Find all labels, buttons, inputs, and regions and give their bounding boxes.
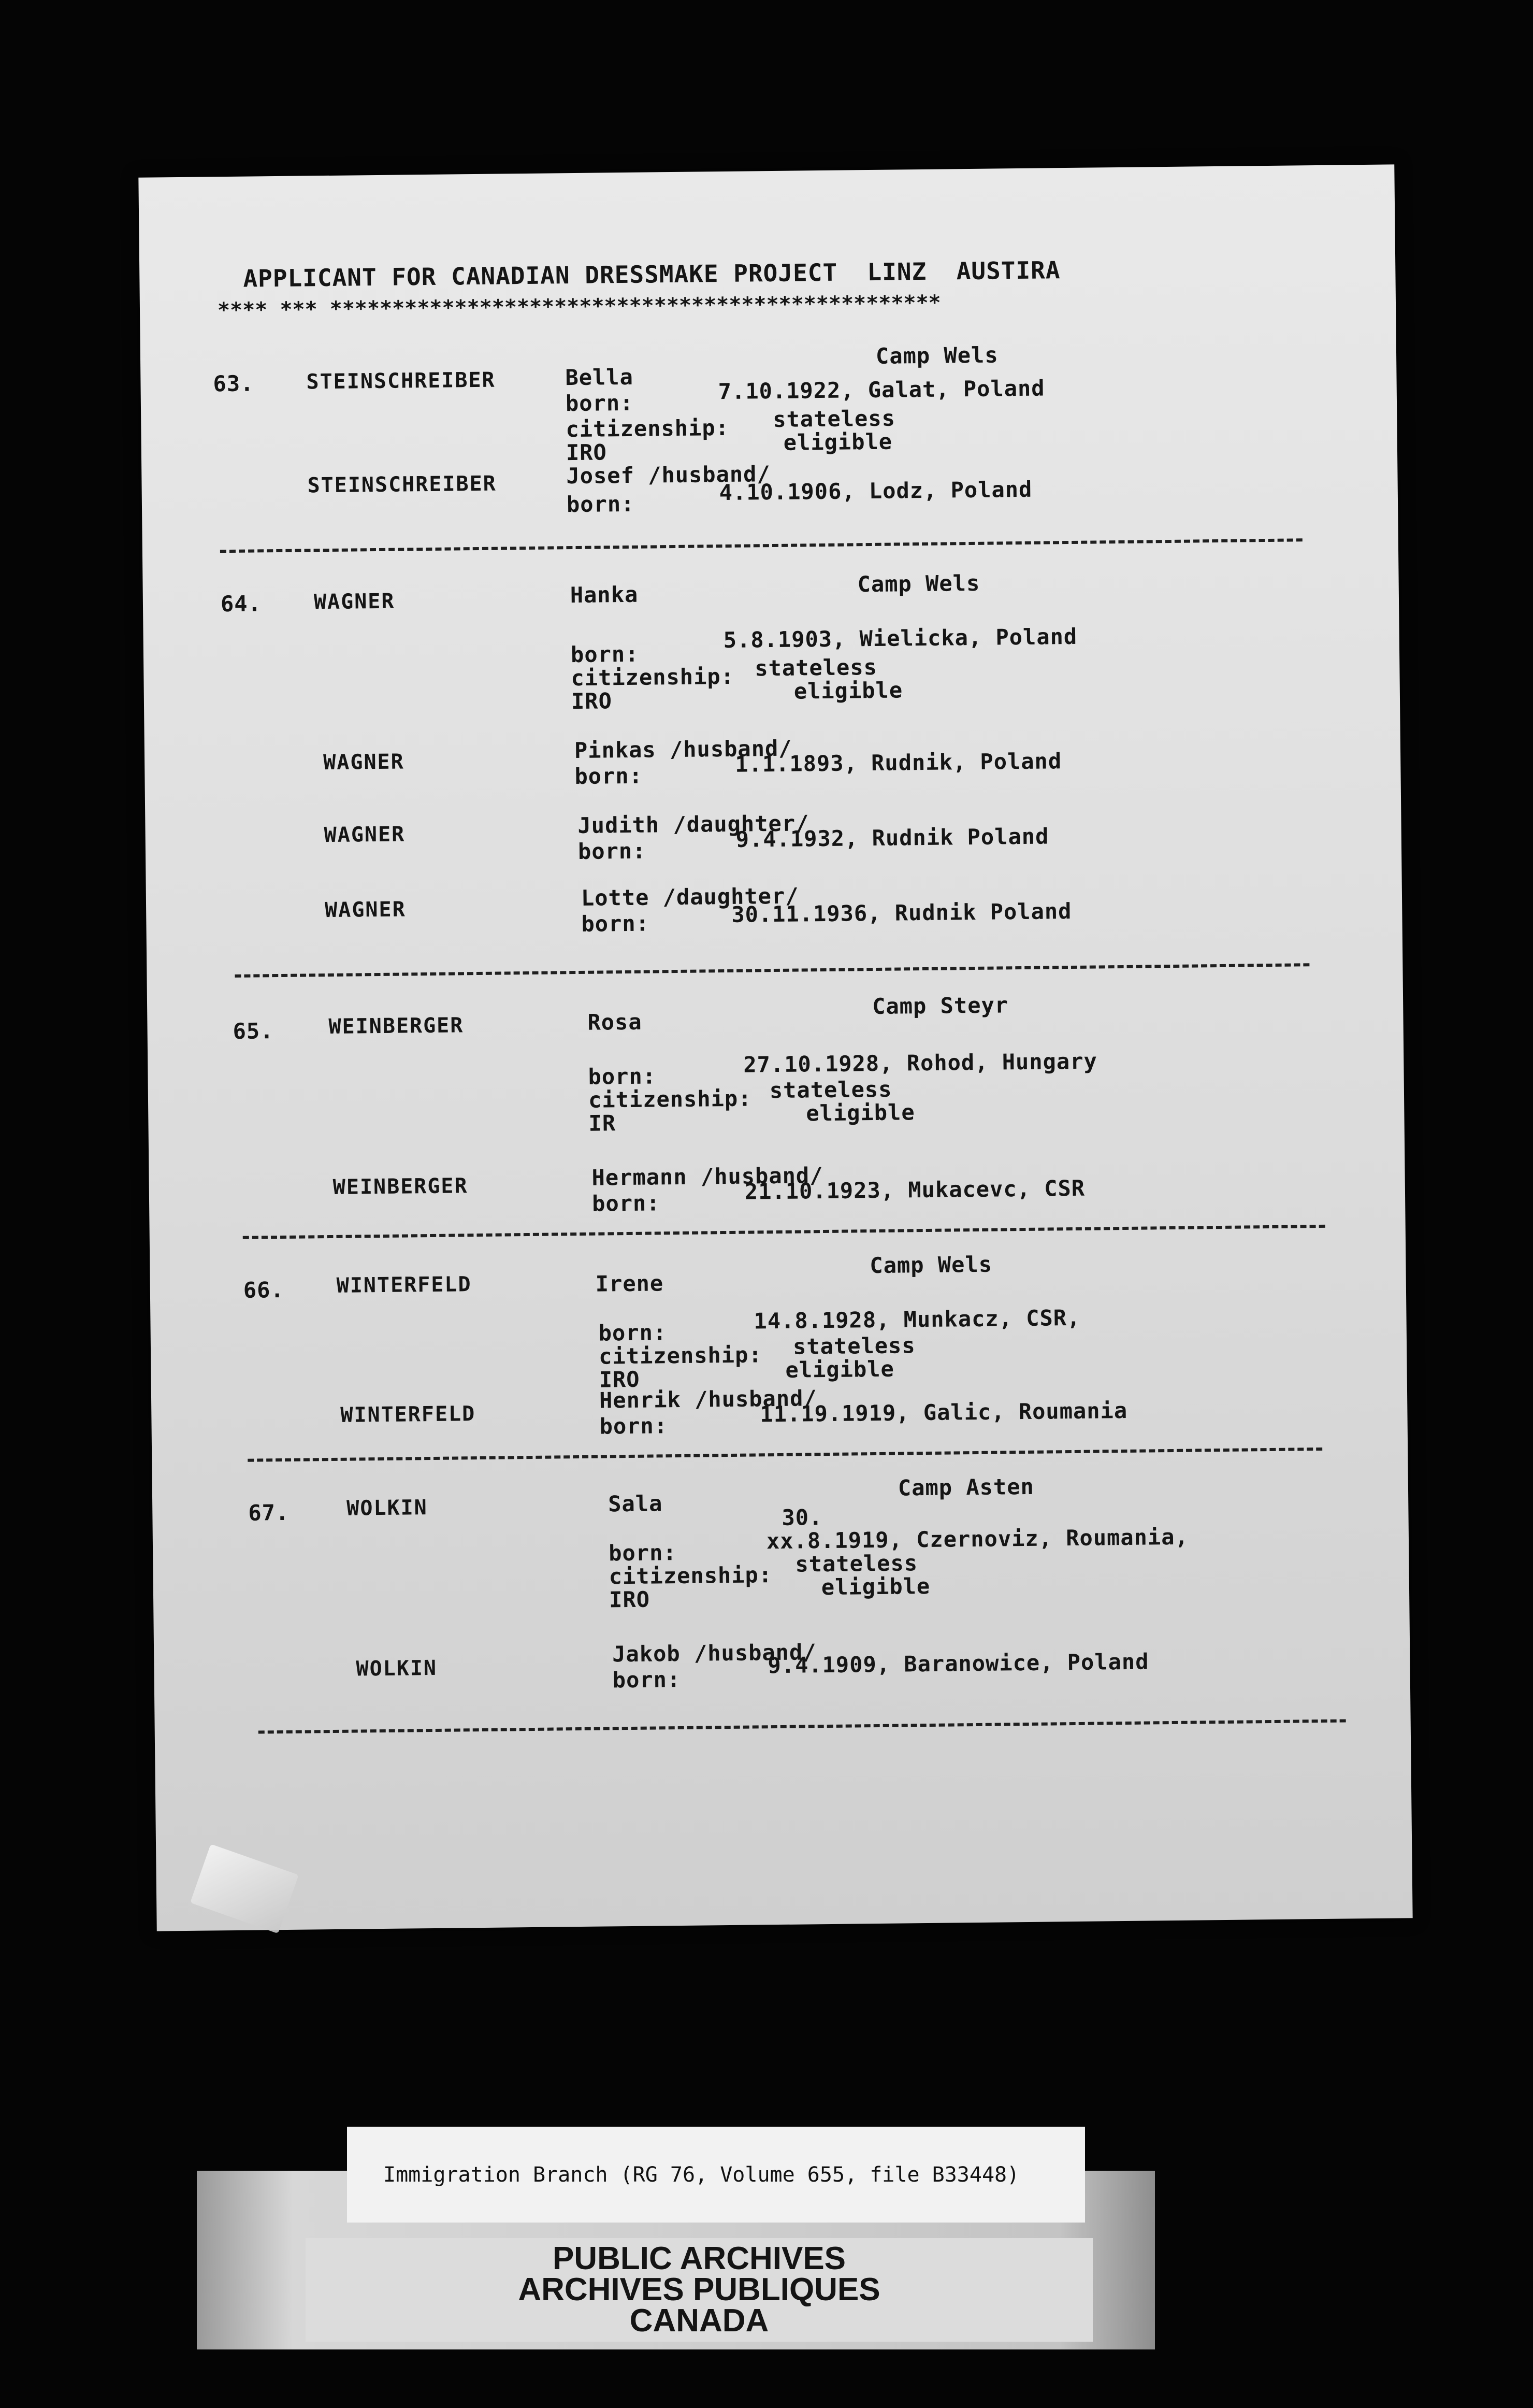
entry-number: 66. <box>243 1277 284 1303</box>
field-value: 11.19.1919, Galic, Roumania <box>760 1397 1128 1427</box>
archive-reference-label <box>347 2127 1085 2223</box>
surname: WAGNER <box>324 897 406 923</box>
field-value: eligible <box>793 677 903 704</box>
surname: WEINBERGER <box>328 1013 464 1039</box>
field-value: eligible <box>785 1356 895 1383</box>
field-label: born: <box>577 838 646 864</box>
field-value: stateless <box>755 654 878 681</box>
given-name: Jakob /husband/ <box>612 1639 817 1667</box>
surname: WAGNER <box>323 750 404 775</box>
entry-number: 65. <box>233 1018 274 1044</box>
surname: WINTERFELD <box>340 1402 476 1427</box>
document-page <box>138 164 1412 1931</box>
field-label: born: <box>588 1063 657 1090</box>
stamp-line: CANADA <box>629 2303 769 2339</box>
surname: WAGNER <box>324 822 406 848</box>
field-value: eligible <box>806 1099 915 1126</box>
field-value: 30.11.1936, Rudnik Poland <box>731 898 1072 927</box>
field-label: born: <box>599 1413 668 1439</box>
field-value: xx.8.1919, Czernoviz, Roumania, <box>766 1524 1189 1554</box>
correction: 30. <box>782 1504 823 1530</box>
separator <box>248 1447 1322 1462</box>
field-value: stateless <box>792 1332 916 1359</box>
field-label: IRO <box>599 1366 640 1393</box>
surname: WEINBERGER <box>332 1174 468 1199</box>
field-label: born: <box>574 763 643 790</box>
field-value: 4.10.1906, Lodz, Poland <box>719 476 1033 506</box>
field-value: 27.10.1928, Rohod, Hungary <box>743 1048 1098 1078</box>
surname: WAGNER <box>313 589 395 614</box>
camp: Camp Wels <box>857 570 980 597</box>
field-label: born: <box>612 1666 681 1693</box>
given-name: Josef /husband/ <box>566 461 771 489</box>
field-label: IRO <box>566 439 608 466</box>
field-label: citizenship: <box>571 663 735 691</box>
stamp-line: ARCHIVES PUBLIQUES <box>518 2272 880 2307</box>
field-value: 1.1.1893, Rudnik, Poland <box>735 748 1062 777</box>
field-value: 7.10.1922, Galat, Poland <box>718 375 1045 405</box>
entry-number: 67. <box>248 1499 290 1526</box>
title-underline: **** *** ************************************************* <box>217 291 941 323</box>
archives-stamp <box>306 2238 1093 2342</box>
separator <box>235 963 1309 978</box>
field-label: citizenship: <box>588 1085 752 1113</box>
stamp-line: PUBLIC ARCHIVES <box>552 2241 846 2276</box>
given-name: Sala <box>608 1490 663 1517</box>
given-name: Pinkas /husband/ <box>574 735 792 764</box>
camp: Camp Steyr <box>872 992 1009 1020</box>
surname: STEINSCHREIBER <box>306 368 496 394</box>
field-label: born: <box>565 390 634 417</box>
field-label: born: <box>570 641 639 668</box>
entry-number: 64. <box>220 591 262 617</box>
field-value: eligible <box>783 428 893 455</box>
surname: WOLKIN <box>356 1656 438 1681</box>
field-label: citizenship: <box>566 414 730 442</box>
given-name: Henrik /husband/ <box>599 1385 817 1413</box>
camp: Camp Wels <box>870 1251 993 1279</box>
field-value: 21.10.1923, Mukacevc, CSR <box>744 1175 1086 1205</box>
given-name: Irene <box>595 1270 664 1297</box>
field-value: eligible <box>821 1573 931 1600</box>
given-name: Hermann /husband/ <box>591 1163 823 1191</box>
field-value: 5.8.1903, Wielicka, Poland <box>723 623 1078 653</box>
field-label: born: <box>581 910 650 937</box>
separator <box>220 538 1303 553</box>
field-value: stateless <box>795 1550 918 1577</box>
field-label: IR <box>588 1110 616 1136</box>
given-name: Rosa <box>587 1009 642 1035</box>
entry-number: 63. <box>213 370 254 397</box>
field-label: born: <box>566 491 635 518</box>
archive-reference-text: Immigration Branch (RG 76, Volume 655, file B33448) <box>383 2162 1020 2187</box>
field-value: stateless <box>769 1076 892 1103</box>
field-label: born: <box>591 1190 660 1216</box>
camp: Camp Wels <box>875 342 999 369</box>
camp: Camp Asten <box>898 1473 1035 1501</box>
surname: STEINSCHREIBER <box>307 471 497 498</box>
field-value: 14.8.1928, Munkacz, CSR, <box>754 1305 1081 1334</box>
document-title: APPLICANT FOR CANADIAN DRESSMAKE PROJECT LINZ AUSTIRA <box>243 256 1061 293</box>
separator <box>243 1225 1325 1239</box>
field-label: citizenship: <box>609 1562 773 1589</box>
field-label: citizenship: <box>598 1342 762 1369</box>
folded-corner <box>190 1844 299 1933</box>
field-label: born: <box>598 1320 667 1346</box>
field-value: stateless <box>773 405 896 432</box>
field-label: IRO <box>571 688 613 714</box>
field-value: 9.4.1932, Rudnik Poland <box>735 823 1049 852</box>
field-label: born: <box>608 1540 677 1566</box>
surname: WINTERFELD <box>336 1272 472 1298</box>
field-label: IRO <box>609 1586 650 1613</box>
surname: WOLKIN <box>346 1496 428 1521</box>
given-name: Lotte /daughter/ <box>581 883 799 911</box>
given-name: Judith /daughter/ <box>577 810 809 838</box>
field-value: 9.4.1909, Baranowice, Poland <box>768 1649 1149 1679</box>
separator <box>258 1719 1346 1734</box>
given-name: Bella <box>565 364 634 391</box>
given-name: Hanka <box>570 581 639 608</box>
